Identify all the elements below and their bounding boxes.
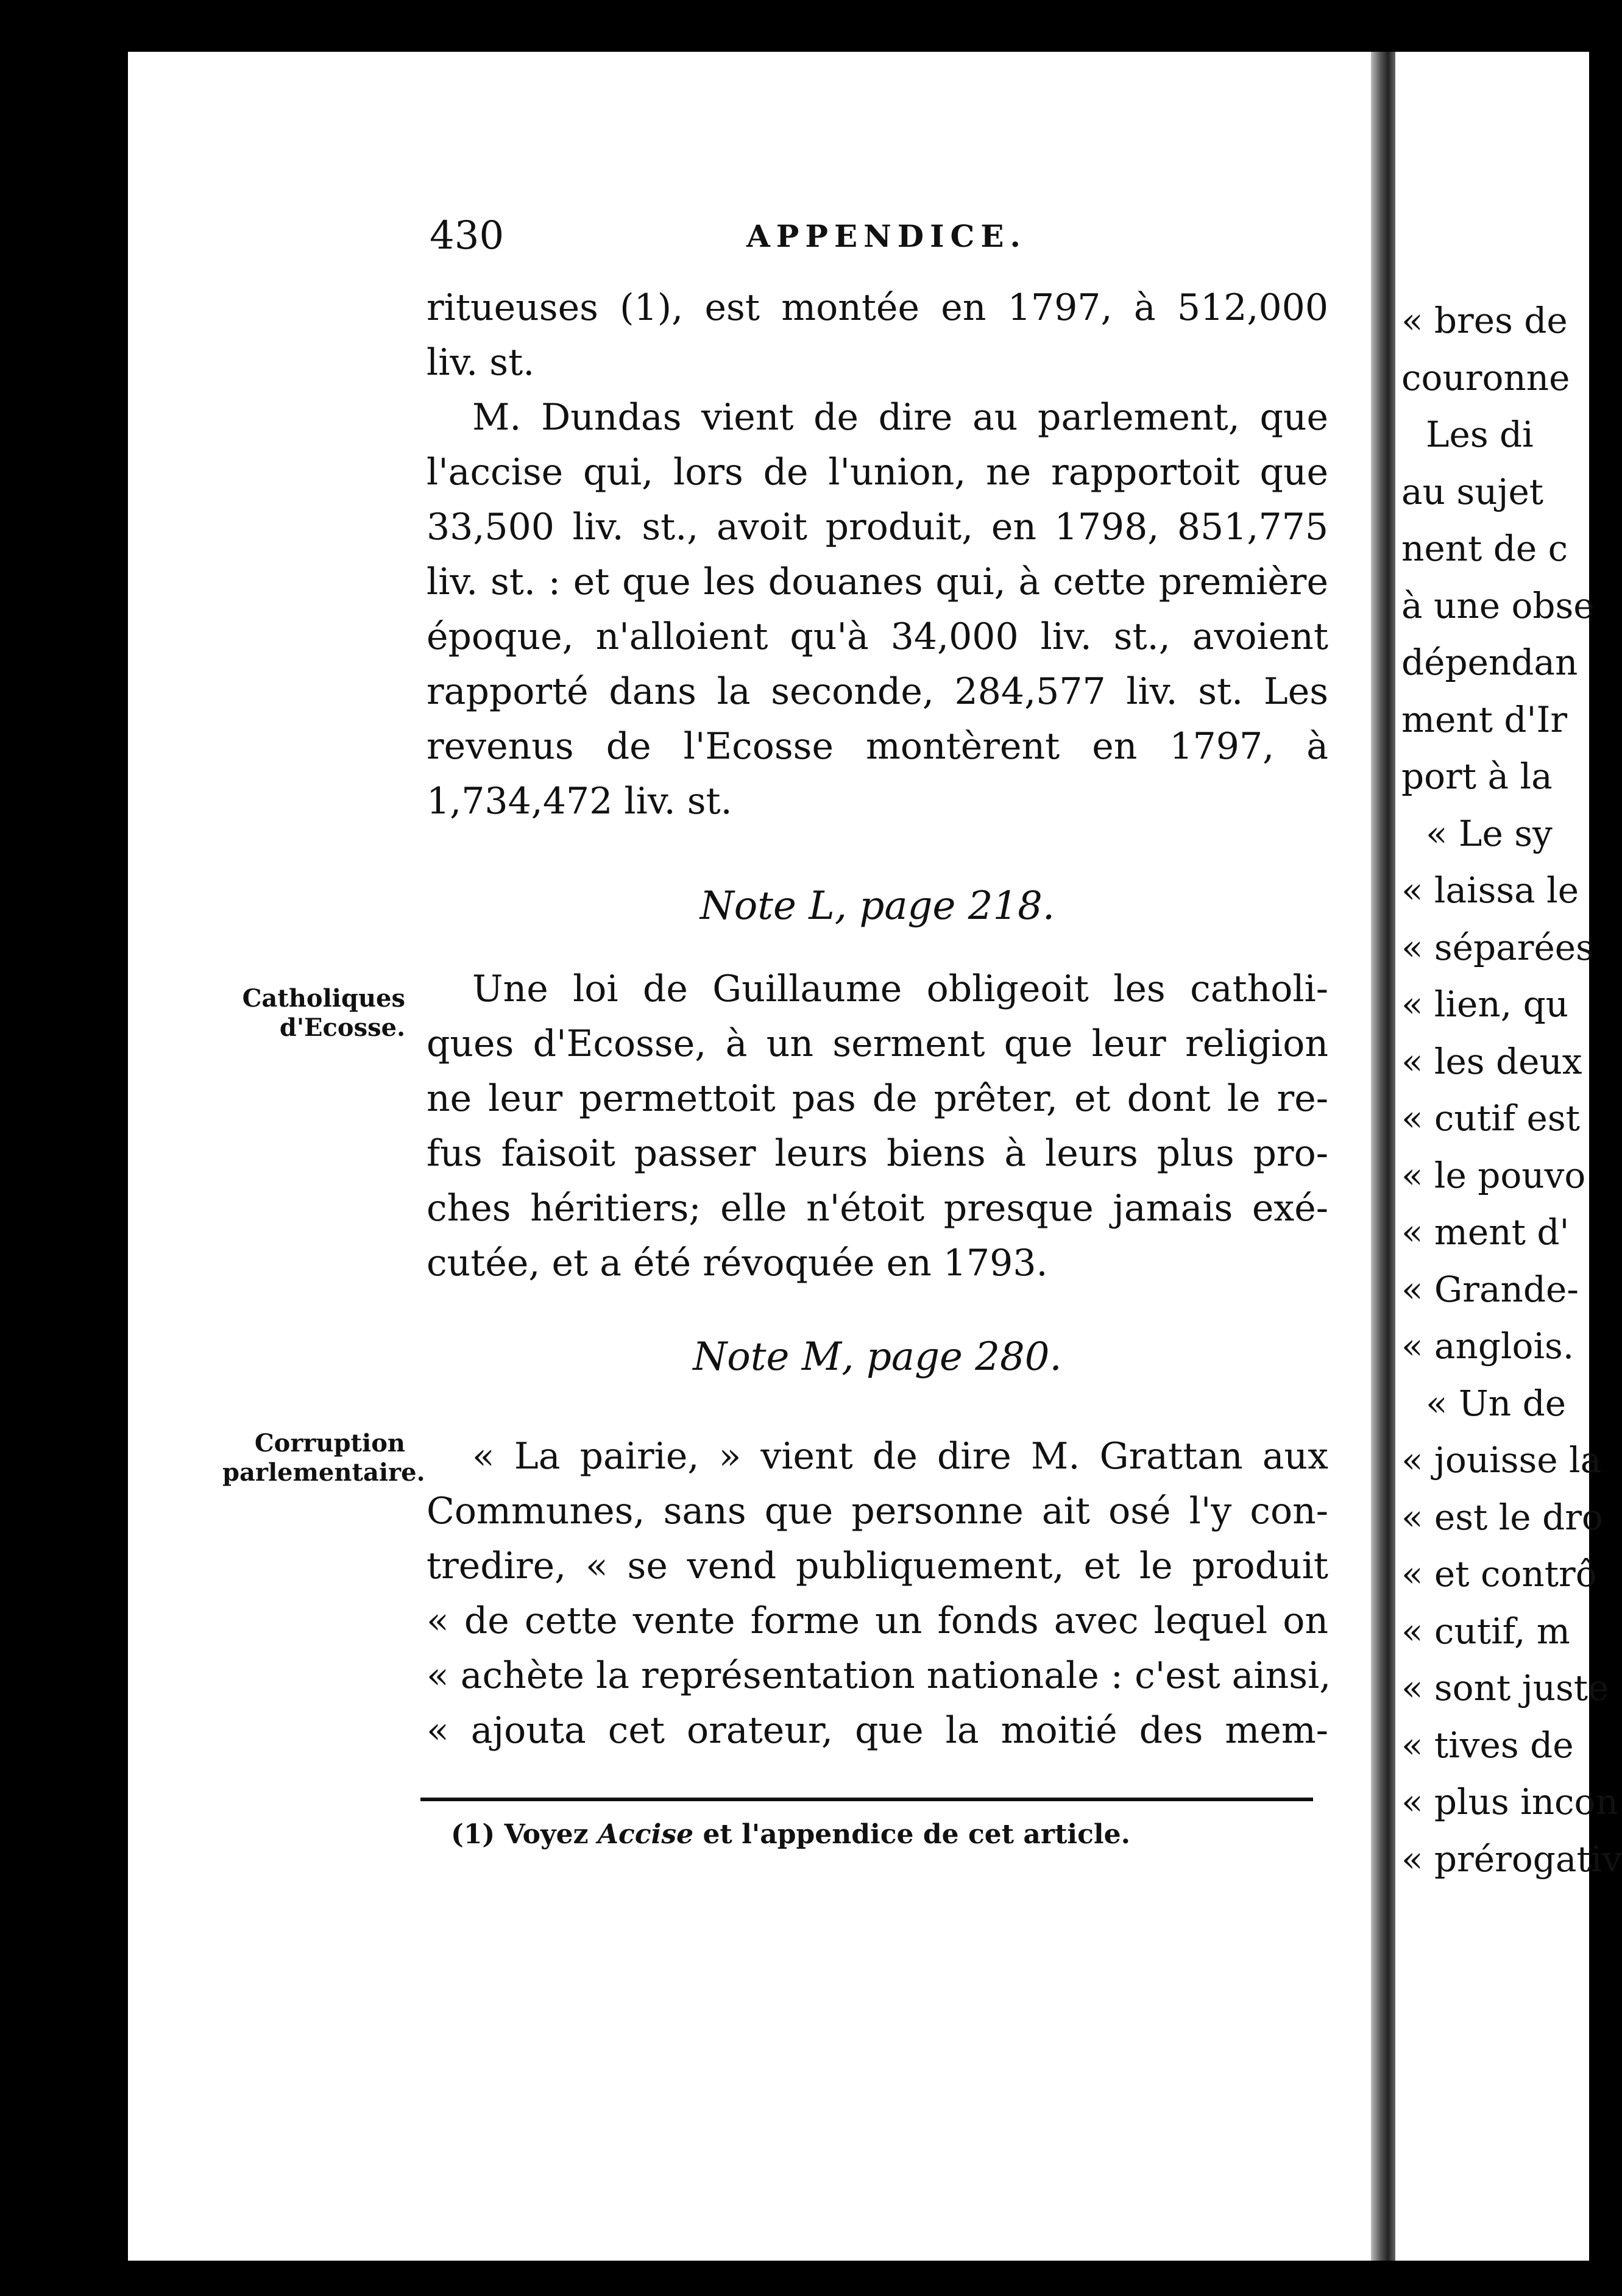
text-line: « Un de	[1426, 1382, 1567, 1424]
text-line: à une obse	[1401, 584, 1595, 626]
footnote-rule	[420, 1798, 1313, 1801]
note-m-text	[427, 1429, 1331, 1758]
text-line: au sujet	[1401, 470, 1544, 512]
text-line: ment d'Ir	[1401, 698, 1568, 740]
text-line: port à la	[1401, 756, 1553, 797]
text-line: Communes, sans que personne ait osé l'y con-	[427, 1490, 1328, 1532]
text-line: « bres de	[1401, 300, 1568, 341]
text-line: l'accise qui, lors de l'union, ne rapportoit que	[427, 451, 1328, 494]
text-line: Une loi de Guillaume obligeoit les catholi-	[472, 968, 1328, 1010]
text-line: « ajouta cet orateur, que la moitié des mem-	[427, 1709, 1328, 1752]
text-line: « sont juste	[1401, 1667, 1609, 1709]
right-page-text	[1401, 292, 1622, 1888]
text-line: « prérogativ	[1401, 1838, 1622, 1880]
margin-note-line: Catholiques	[242, 984, 405, 1013]
footnote	[451, 1819, 1130, 1850]
body-paragraphs	[427, 280, 1328, 829]
text-line: « tives de	[1401, 1724, 1574, 1766]
text-line: couronne	[1401, 356, 1570, 399]
text-line: époque, n'alloient qu'à 34,000 liv. st., avoient	[427, 615, 1328, 658]
note-l-heading: Note L, page 218.	[699, 884, 1055, 929]
text-line: 1,734,472 liv. st.	[427, 780, 732, 823]
text-line: Les di	[1426, 414, 1534, 455]
text-line: « laissa le	[1401, 870, 1579, 911]
footnote-italic: Accise	[597, 1819, 694, 1850]
footnote-prefix: (1) Voyez	[451, 1819, 589, 1850]
margin-note-corruption	[222, 1429, 425, 1487]
margin-note-line: Corruption	[254, 1429, 405, 1458]
text-line: fus faisoit passer leurs biens à leurs plus pro-	[427, 1132, 1328, 1175]
text-line: tredire, « se vend publiquement, et le produit	[427, 1545, 1328, 1587]
text-line: rapporté dans la seconde, 284,577 liv. st. Les	[427, 670, 1328, 713]
margin-note-line: d'Ecosse.	[279, 1013, 405, 1042]
footnote-suffix: et l'appendice de cet article.	[703, 1819, 1130, 1850]
page-header	[430, 213, 1045, 268]
text-line: ques d'Ecosse, à un serment que leur religion	[427, 1022, 1328, 1065]
text-line: « le pouvo	[1401, 1154, 1586, 1196]
text-line: liv. st. : et que les douanes qui, à cette première	[427, 561, 1328, 603]
margin-note-catholiques	[222, 984, 405, 1043]
text-line: « lien, qu	[1401, 983, 1569, 1025]
text-line: « achète la représentation nationale : c'est ainsi,	[427, 1654, 1331, 1697]
text-line: 33,500 liv. st., avoit produit, en 1798, 851,775	[427, 506, 1328, 548]
margin-note-line: parlementaire.	[222, 1458, 425, 1487]
text-line: « cutif est	[1401, 1097, 1580, 1139]
text-line: « jouisse la	[1401, 1439, 1602, 1481]
running-head: APPENDICE.	[746, 218, 1027, 254]
note-m-heading: Note M, page 280.	[693, 1334, 1062, 1380]
text-line: « séparées	[1401, 926, 1594, 968]
text-line: « plus incon	[1401, 1781, 1618, 1823]
text-line: « ment d'	[1401, 1211, 1570, 1253]
text-line: ne leur permettoit pas de prêter, et dont le re-	[427, 1077, 1328, 1120]
text-line: « les deux	[1401, 1040, 1582, 1082]
text-line: « Grande-	[1401, 1268, 1579, 1310]
text-line: revenus de l'Ecosse montèrent en 1797, à	[427, 725, 1328, 768]
text-line: ritueuses (1), est montée en 1797, à 512,000	[427, 286, 1328, 329]
text-line: « anglois.	[1401, 1325, 1574, 1367]
text-line: M. Dundas vient de dire au parlement, que	[472, 396, 1328, 439]
text-line: cutée, et a été révoquée en 1793.	[427, 1242, 1048, 1284]
page-number: 430	[430, 213, 505, 258]
text-line: ches héritiers; elle n'étoit presque jamais exé-	[427, 1187, 1328, 1230]
text-line: dépendan	[1401, 642, 1578, 683]
text-line: « et contrô	[1401, 1553, 1597, 1595]
text-line: « La pairie, » vient de dire M. Grattan aux	[472, 1435, 1328, 1478]
text-line: « cutif, m	[1401, 1610, 1570, 1652]
text-line: « Le sy	[1426, 812, 1553, 854]
text-line: « de cette vente forme un fonds avec lequel on	[427, 1600, 1328, 1642]
text-line: « est le dro	[1401, 1496, 1603, 1538]
book-gutter	[1371, 52, 1395, 2261]
text-line: nent de c	[1401, 528, 1568, 569]
text-line: liv. st.	[427, 341, 535, 384]
note-l-text	[427, 962, 1328, 1291]
